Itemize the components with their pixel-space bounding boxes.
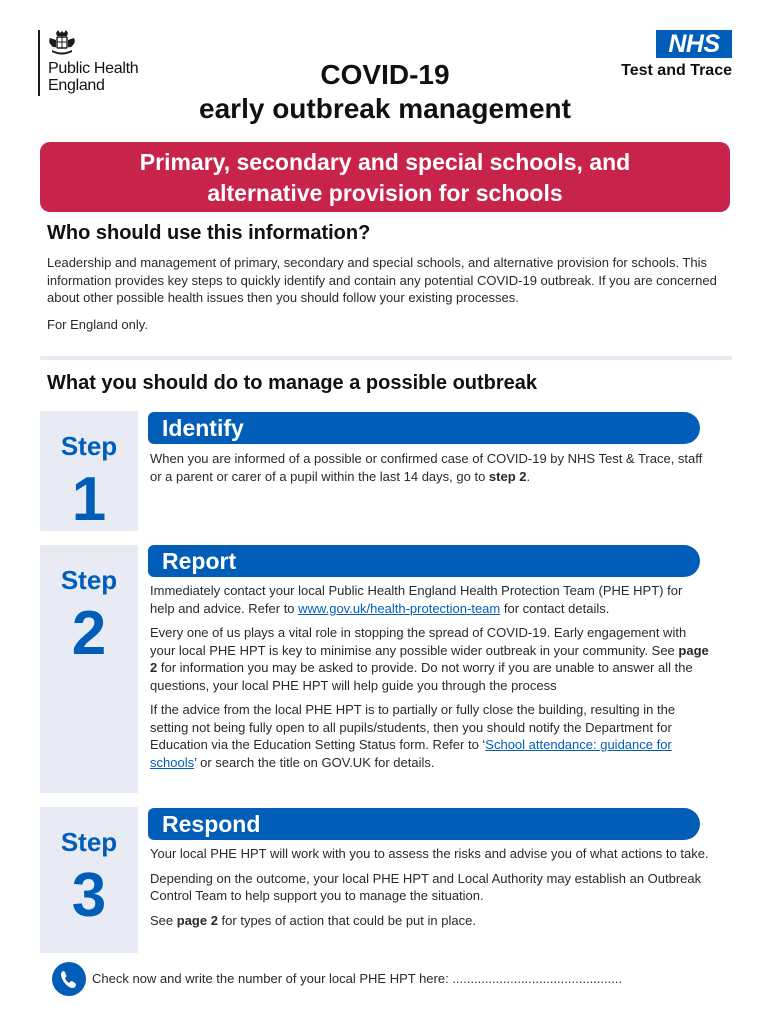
step-3-paragraph-1: Your local PHE HPT will work with you to assess the risks and advise you of what actions to take. (150, 846, 709, 861)
step-2-text-2: Every one of us plays a vital role in stopping the spread of COVID-19. Early engagement with your local PHE HPT is key to minimise any possible wider outbreak in your community. See (150, 625, 687, 658)
section-divider (40, 356, 732, 360)
step-1-label: Step (60, 431, 118, 461)
step-1-title: Identify (148, 412, 700, 444)
step-2-text-2-end: for information you may be asked to provide. Do not worry if you are unable to answer all the questions, your local PHE HPT will help guide you through the process (150, 660, 693, 693)
step-2-text-3-end: ’ or search the title on GOV.UK for details. (194, 754, 435, 770)
phone-handset-glyph (52, 962, 86, 996)
who-body (47, 254, 737, 333)
who-paragraph: Leadership and management of primary, secondary and special schools, and alternative provision for schools. This information provides key steps to quickly identify and contain any potential COVID-19 outbreak. If you are concerned about other possible health issues then you should follow your existing processes. (47, 255, 717, 305)
health-protection-team-link[interactable]: www.gov.uk/health-protection-team (298, 600, 501, 616)
phe-logo (38, 30, 168, 100)
nhs-subtitle: Test and Trace (621, 62, 732, 79)
step-2-paragraph-2 (150, 624, 710, 694)
step-2-text-1-end: for contact details. (500, 600, 610, 616)
who-heading: Who should use this information? (47, 222, 371, 244)
step-1-number: 1 (71, 465, 107, 534)
step-2-label: Step (60, 565, 118, 595)
royal-crest-icon (48, 30, 76, 56)
page-2-reference-2: page 2 (176, 912, 218, 928)
step-3-number: 3 (71, 861, 107, 930)
step-3-text-3: See (150, 912, 177, 928)
step-2-text-3: If the advice from the local PHE HPT is to partially or fully close the building, resulting in the setting not being fully open to all pupils/students, then you should notify the Department for Education via the Education Setting Status form. Refer to ‘ (150, 702, 676, 752)
step-1-paragraph (150, 450, 710, 485)
title-line2: early outbreak management (199, 93, 571, 124)
page-title (160, 58, 610, 126)
step-3-title: Respond (148, 808, 700, 840)
audience-banner (40, 142, 730, 212)
step-2-reference: step 2 (488, 468, 527, 484)
title-line1: COVID-19 (320, 59, 450, 90)
step-1-text: When you are informed of a possible or confirmed case of COVID-19 by NHS Test & Trace, staff or a parent or carer of a pupil within the last 14 days, go to (150, 451, 703, 484)
step-1-body (150, 450, 710, 485)
step-3-text-3-end: for types of action that could be put in place. (217, 912, 476, 928)
who-scope-note: For England only. (47, 316, 148, 332)
nhs-logo: NHS (656, 30, 732, 58)
local-hpt-number-prompt (52, 962, 732, 996)
phe-logo-bar (38, 30, 40, 96)
step-2-paragraph-1 (150, 582, 710, 617)
step-1-text-end: . (526, 468, 531, 484)
nhs-test-and-trace-logo (572, 30, 732, 86)
step-2-number: 2 (71, 599, 107, 668)
phe-logo-line1: Public Health (48, 60, 139, 77)
step-2-title: Report (148, 545, 700, 577)
step-1-panel (40, 411, 138, 534)
phe-logo-text (48, 60, 138, 94)
phe-logo-line2: England (48, 77, 105, 94)
step-2-panel (40, 545, 138, 793)
step-3-label: Step (60, 827, 118, 857)
step-2-body (150, 582, 710, 771)
banner-line1: Primary, secondary and special schools, and (139, 149, 631, 175)
what-heading: What you should do to manage a possible outbreak (47, 372, 538, 394)
step-2-text-1: Immediately contact your local Public Health England Health Protection Team (PHE HPT) for help and advice. Refer to (150, 583, 683, 616)
phone-icon (52, 962, 86, 996)
step-2-paragraph-3 (150, 701, 710, 771)
step-3-paragraph-2: Depending on the outcome, your local PHE HPT and Local Authority may establish an Outbreak Control Team to help support you to manage the situation. (150, 870, 702, 903)
school-attendance-guidance-link[interactable]: School attendance: guidance for schools (150, 737, 672, 770)
step-3-body (150, 845, 710, 929)
hpt-number-line[interactable]: Check now and write the number of your local PHE HPT here: ............................................... (92, 971, 623, 986)
step-3-paragraph-3 (150, 912, 710, 930)
step-3-panel (40, 807, 138, 953)
page-2-reference: page 2 (150, 642, 709, 675)
banner-line2: alternative provision for schools (207, 180, 563, 206)
